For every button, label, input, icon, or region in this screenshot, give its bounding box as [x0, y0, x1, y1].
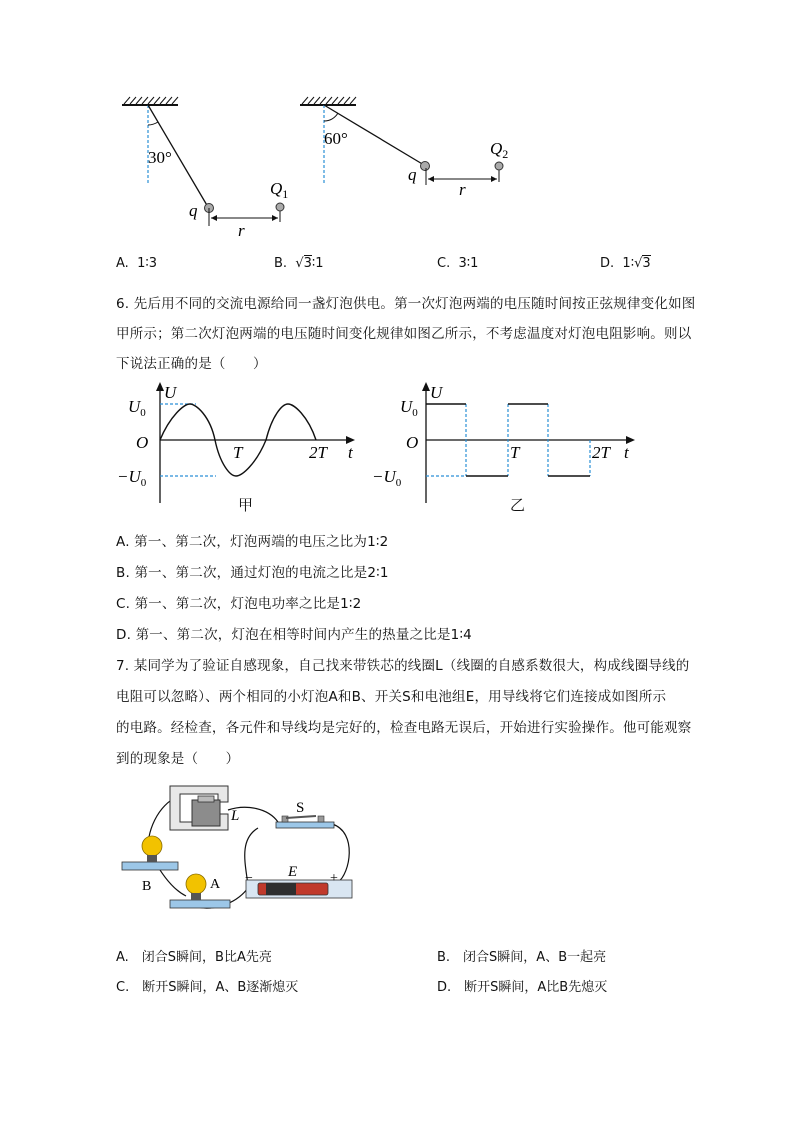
q6-option-a[interactable]: A. 第一、第二次，灯泡两端的电压之比为1∶2 [116, 534, 389, 550]
q5-option-a-letter: A. [116, 256, 129, 271]
sine-u-label: U [164, 383, 177, 402]
battery-minus-label: − [245, 871, 253, 886]
q5-option-c-letter: C. [437, 256, 451, 271]
q1-charge [276, 203, 284, 211]
right-charge-q [421, 162, 430, 171]
square-origin-label: O [406, 433, 419, 452]
q6-graph-square [368, 378, 648, 518]
q6-stem-line-1: 6. 先后用不同的交流电源给同一盏灯泡供电。第一次灯泡两端的电压随时间按正弦规律变化如图 [116, 296, 696, 312]
q7-option-b[interactable]: B. 闭合S瞬间，A、B一起亮 [437, 950, 607, 965]
square-period-label: T [510, 443, 520, 462]
q6-stem-line-3: 下说法正确的是（ ） [116, 356, 267, 372]
q5-option-d-radicand: 3 [642, 256, 651, 271]
q5-option-a-text: 1∶3 [137, 256, 157, 271]
q7-stem-line-4: 到的现象是（ ） [116, 751, 240, 767]
right-ceiling [300, 97, 356, 105]
right-angle-arc [324, 113, 338, 121]
square-u-axis-arrow [422, 382, 430, 391]
q5-option-d-radical: √ [634, 256, 643, 271]
right-angle-label: 60° [324, 129, 348, 148]
inductor-L [170, 786, 228, 830]
battery-E-label: E [288, 864, 298, 880]
right-r-arrowhead-1 [428, 176, 434, 182]
q6-stem-line-2: 甲所示；第二次灯泡两端的电压随时间变化规律如图乙所示，不考虑温度对灯泡电阻影响。则以 [116, 326, 692, 342]
q5-option-d-text: 1∶ [622, 256, 635, 271]
q5-option-b-radicand: 3 [303, 256, 312, 271]
square-u-label: U [430, 383, 443, 402]
lamp-B-label: B [142, 879, 152, 894]
q5-option-d[interactable] [600, 256, 651, 271]
left-r-arrowhead-1 [211, 215, 217, 221]
q7-option-a[interactable]: A. 闭合S瞬间，B比A先亮 [116, 950, 272, 965]
q5-option-a[interactable] [116, 256, 157, 271]
q5-option-d-letter: D. [600, 256, 615, 271]
square-neg-u0-label: $-U_0$ [372, 467, 402, 489]
q2-label: $Q_2$ [490, 139, 509, 161]
q6-option-d[interactable]: D. 第一、第二次，灯泡在相等时间内产生的热量之比是1∶4 [116, 627, 472, 643]
right-r-label: r [459, 180, 466, 199]
q1-label: $Q_1$ [270, 179, 289, 201]
sine-period-label: T [233, 443, 243, 462]
sine-u0-label: $U_0$ [128, 397, 146, 419]
left-angle-arc [148, 122, 158, 125]
right-charge-q-label: q [408, 165, 417, 184]
q7-stem-line-3: 的电路。经检查，各元件和导线均是完好的，检查电路无误后，开始进行实验操作。他可能观察 [116, 720, 692, 736]
right-r-arrowhead-2 [491, 176, 497, 182]
left-r-arrowhead-2 [272, 215, 278, 221]
battery-plus-label: + [330, 871, 338, 886]
q6-caption-yi: 乙 [510, 496, 526, 514]
q5-option-b-radical: √ [295, 256, 304, 271]
sine-u-axis-arrow [156, 382, 164, 391]
square-t-label: t [624, 443, 629, 462]
lamp-B [122, 836, 178, 870]
q7-stem-line-2: 电阻可以忽略）、两个相同的小灯泡A和B、开关S和电池组E，用导线将它们连接成如图所示 [116, 689, 667, 705]
square-2period-label: 2T [592, 443, 610, 462]
left-charge-q-label: q [189, 201, 198, 220]
q2-charge [495, 162, 503, 170]
sine-neg-u0-label: $-U_0$ [117, 467, 147, 489]
switch-S [276, 816, 334, 828]
left-ceiling [122, 97, 178, 105]
switch-S-label: S [296, 800, 305, 816]
sine-2period-label: 2T [309, 443, 327, 462]
q6-caption-jia: 甲 [238, 496, 254, 514]
q5-figure [110, 95, 530, 245]
q5-option-b[interactable] [274, 256, 324, 271]
q7-option-c[interactable]: C. 断开S瞬间，A、B逐渐熄灭 [116, 980, 299, 995]
q6-option-b[interactable]: B. 第一、第二次，通过灯泡的电流之比是2∶1 [116, 565, 389, 581]
q5-option-c-text: 3∶1 [458, 256, 479, 271]
q5-option-b-rest: ∶1 [311, 256, 324, 271]
inductor-L-label: L [231, 808, 240, 824]
left-angle-label: 30° [148, 148, 172, 167]
lamp-A-label: A [210, 877, 221, 892]
q5-option-b-letter: B. [274, 256, 288, 271]
q6-option-c[interactable]: C. 第一、第二次，灯泡电功率之比是1∶2 [116, 596, 362, 612]
q7-stem-line-1: 7. 某同学为了验证自感现象，自己找来带铁芯的线圈L（线圈的自感系数很大，构成线圈导线的 [116, 658, 690, 674]
left-r-label: r [238, 221, 245, 240]
sine-origin-label: O [136, 433, 149, 452]
square-u0-label: $U_0$ [400, 397, 418, 419]
q7-option-d[interactable]: D. 断开S瞬间，A比B先熄灭 [437, 980, 608, 995]
q7-circuit-figure [118, 782, 358, 922]
q5-option-c[interactable] [437, 256, 478, 271]
sine-t-label: t [348, 443, 353, 462]
